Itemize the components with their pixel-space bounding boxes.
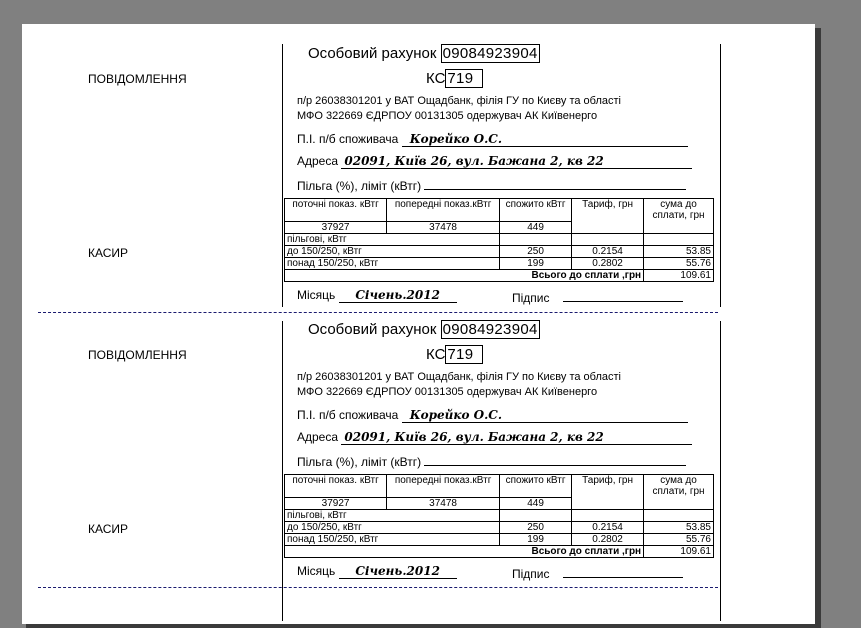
address-label: Адреса	[297, 154, 339, 168]
benefit-label: Пільга (%), ліміт (кВтг)	[297, 179, 422, 193]
row-sum	[644, 233, 714, 245]
row-consumed	[500, 233, 572, 245]
cashier-label: КАСИР	[88, 246, 129, 260]
table-header-row	[285, 199, 714, 222]
bank-line-2: МФО 322669 ЄДРПОУ 00131305 одержувач АК Київенерго	[297, 110, 598, 122]
account-row	[308, 320, 540, 339]
col-consumed: спожито кВтг	[500, 475, 572, 498]
consumed-value: 449	[500, 221, 572, 233]
signature-row	[512, 564, 683, 581]
row-sum: 55.76	[644, 257, 714, 269]
address-row	[297, 154, 692, 169]
col-previous: попередні показ.кВтг	[387, 475, 500, 498]
receipt-1	[22, 24, 815, 314]
total-row	[285, 545, 714, 557]
previous-value: 37478	[387, 497, 500, 509]
col-current: поточні показ. кВтг	[285, 475, 387, 498]
row-consumed: 199	[500, 257, 572, 269]
table-row	[285, 233, 714, 245]
row-label: пільгові, кВтг	[285, 233, 500, 245]
notice-label: ПОВІДОМЛЕННЯ	[88, 72, 187, 86]
charges-table	[284, 474, 714, 558]
benefit-blank	[424, 177, 686, 190]
table-row	[285, 521, 714, 533]
col-consumed: спожито кВтг	[500, 199, 572, 222]
page	[22, 24, 815, 624]
benefit-blank	[424, 453, 686, 466]
benefit-label: Пільга (%), ліміт (кВтг)	[297, 455, 422, 469]
month-label: Місяць	[297, 288, 336, 302]
receipt-2	[22, 300, 815, 590]
row-tariff: 0.2802	[572, 257, 644, 269]
bank-line-1: п/р 26038301201 у ВАТ Ощадбанк, філія ГУ по Києву та області	[297, 371, 621, 383]
consumer-label: П.І. п/б споживача	[297, 408, 399, 422]
address-value: 02091, Київ 26, вул. Бажана 2, кв 22	[341, 154, 692, 169]
total-value: 109.61	[644, 545, 714, 557]
account-number: 09084923904	[442, 321, 538, 338]
table-row	[285, 533, 714, 545]
account-label: Особовий рахунок	[308, 45, 437, 62]
signature-blank	[563, 564, 683, 578]
address-row	[297, 430, 692, 445]
row-sum: 53.85	[644, 245, 714, 257]
current-value: 37927	[285, 221, 387, 233]
ks-label: КС	[426, 346, 446, 363]
ks-row	[426, 345, 483, 364]
table-row	[285, 257, 714, 269]
col-current: поточні показ. кВтг	[285, 199, 387, 222]
col-sum: сума до сплати, грн	[644, 475, 714, 498]
sum-cell	[644, 497, 714, 509]
charges-table	[284, 198, 714, 282]
month-value: Січень.2012	[339, 288, 457, 303]
consumer-row	[297, 132, 688, 147]
consumer-label: П.І. п/б споживача	[297, 132, 399, 146]
row-label: до 150/250, кВтг	[285, 245, 500, 257]
ks-value: 719	[445, 345, 483, 364]
col-sum: сума до сплати, грн	[644, 199, 714, 222]
ks-label: КС	[426, 70, 446, 87]
account-number: 09084923904	[442, 45, 538, 62]
table-row	[285, 497, 714, 509]
benefit-row	[297, 177, 686, 193]
row-sum	[644, 509, 714, 521]
row-tariff: 0.2154	[572, 245, 644, 257]
row-label: до 150/250, кВтг	[285, 521, 500, 533]
row-label: понад 150/250, кВтг	[285, 533, 500, 545]
col-tariff: Тариф, грн	[572, 199, 644, 222]
table-header-row	[285, 475, 714, 498]
table-row	[285, 245, 714, 257]
account-row	[308, 44, 540, 63]
month-value: Січень.2012	[339, 564, 457, 579]
sum-cell	[644, 221, 714, 233]
row-label: пільгові, кВтг	[285, 509, 500, 521]
signature-label: Підпис	[512, 567, 550, 581]
row-consumed: 199	[500, 533, 572, 545]
current-value: 37927	[285, 497, 387, 509]
tariff-cell	[572, 497, 644, 509]
address-value: 02091, Київ 26, вул. Бажана 2, кв 22	[341, 430, 692, 445]
total-label: Всього до сплати ,грн	[285, 269, 644, 281]
cashier-label: КАСИР	[88, 522, 129, 536]
row-tariff: 0.2802	[572, 533, 644, 545]
bank-line-2: МФО 322669 ЄДРПОУ 00131305 одержувач АК Київенерго	[297, 386, 598, 398]
row-consumed: 250	[500, 245, 572, 257]
consumer-value: Корейко О.С.	[402, 132, 688, 147]
total-value: 109.61	[644, 269, 714, 281]
table-row	[285, 509, 714, 521]
previous-value: 37478	[387, 221, 500, 233]
month-label: Місяць	[297, 564, 336, 578]
row-tariff	[572, 233, 644, 245]
ks-row	[426, 69, 483, 88]
ks-value: 719	[445, 69, 483, 88]
total-label: Всього до сплати ,грн	[285, 545, 644, 557]
account-label: Особовий рахунок	[308, 321, 437, 338]
consumer-value: Корейко О.С.	[402, 408, 688, 423]
col-previous: попередні показ.кВтг	[387, 199, 500, 222]
tariff-cell	[572, 221, 644, 233]
row-consumed: 250	[500, 521, 572, 533]
address-label: Адреса	[297, 430, 339, 444]
row-sum: 55.76	[644, 533, 714, 545]
notice-label: ПОВІДОМЛЕННЯ	[88, 348, 187, 362]
signature-label: Підпис	[512, 291, 550, 305]
col-tariff: Тариф, грн	[572, 475, 644, 498]
benefit-row	[297, 453, 686, 469]
consumed-value: 449	[500, 497, 572, 509]
table-row	[285, 221, 714, 233]
row-tariff: 0.2154	[572, 521, 644, 533]
row-sum: 53.85	[644, 521, 714, 533]
row-tariff	[572, 509, 644, 521]
row-label: понад 150/250, кВтг	[285, 257, 500, 269]
total-row	[285, 269, 714, 281]
row-consumed	[500, 509, 572, 521]
bank-line-1: п/р 26038301201 у ВАТ Ощадбанк, філія ГУ по Києву та області	[297, 95, 621, 107]
month-row	[297, 564, 457, 579]
consumer-row	[297, 408, 688, 423]
